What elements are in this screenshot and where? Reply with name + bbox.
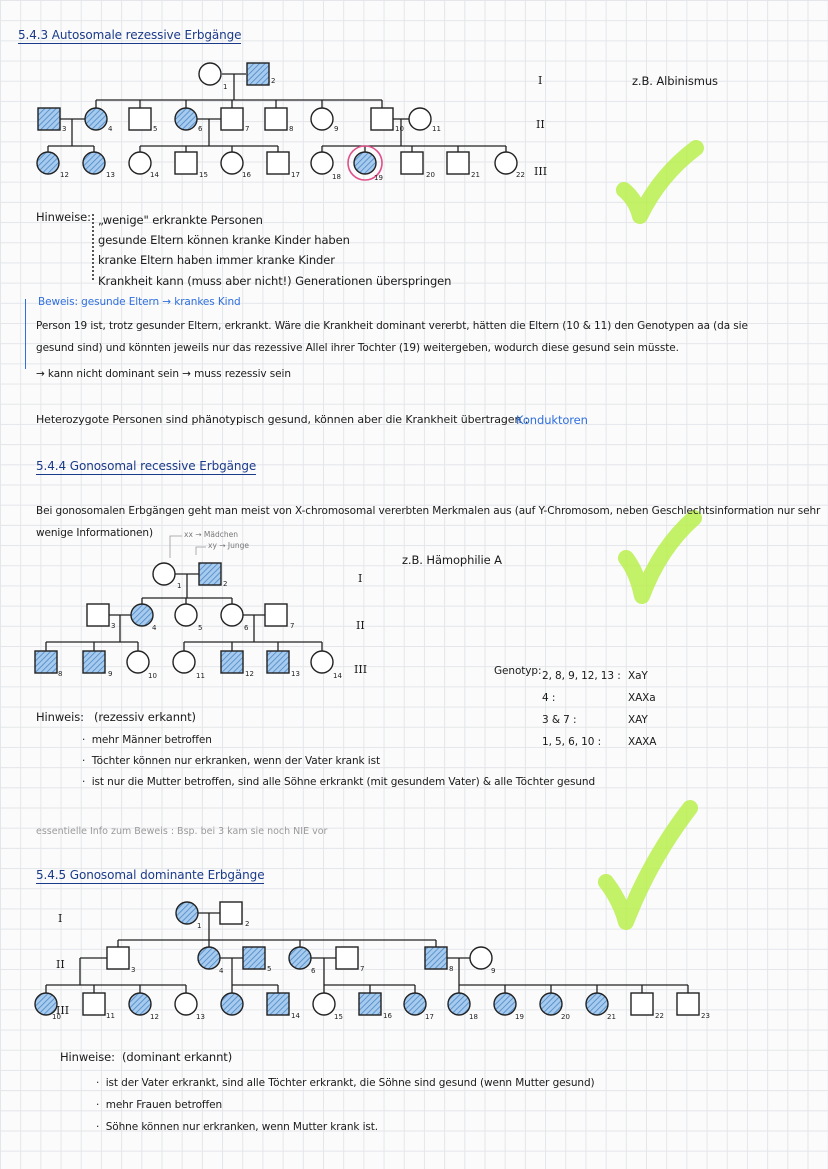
- person-8-affected-male: [425, 947, 447, 969]
- person-9-healthy-female: [311, 108, 333, 130]
- svg-text:7: 7: [360, 965, 365, 973]
- svg-text:4: 4: [219, 967, 224, 975]
- person-5-healthy-female: [175, 604, 197, 626]
- svg-text:3: 3: [62, 125, 67, 133]
- gen-label-III: III: [534, 165, 548, 178]
- checkmark-icon-3: [606, 808, 690, 922]
- example-haemophilia: z.B. Hämophilie A: [402, 553, 502, 567]
- hint-item: · Töchter können nur erkranken, wenn der Vater krank ist: [82, 755, 380, 767]
- person-12-affected-male: [221, 651, 243, 673]
- person-8-healthy-male: [265, 108, 287, 130]
- genotype-persons-row: 3 & 7 :: [542, 714, 577, 726]
- svg-text:3: 3: [111, 622, 116, 630]
- svg-text:19: 19: [374, 174, 383, 182]
- person-3-healthy-male: [107, 947, 129, 969]
- gen-label-I: I: [538, 74, 543, 87]
- hint-item: · mehr Männer betroffen: [82, 734, 212, 746]
- pedigree-gonosomal-dominant: [35, 902, 710, 1021]
- hints-list: [96, 1072, 595, 1138]
- hint-item: · mehr Frauen betroffen: [96, 1099, 223, 1111]
- gen-label-I: I: [58, 912, 63, 925]
- svg-text:16: 16: [242, 171, 251, 179]
- svg-text:23: 23: [701, 1012, 710, 1020]
- svg-text:8: 8: [289, 125, 294, 133]
- hints-list: [82, 730, 595, 793]
- person-10-affected-female: [35, 993, 57, 1015]
- person-4-affected-female: [85, 108, 107, 130]
- person-15-healthy-male: [175, 152, 197, 174]
- svg-text:3: 3: [131, 966, 136, 974]
- svg-text:22: 22: [516, 171, 525, 179]
- svg-text:13: 13: [291, 670, 300, 678]
- svg-text:15: 15: [334, 1013, 343, 1021]
- person-7-healthy-male: [336, 947, 358, 969]
- svg-text:10: 10: [148, 672, 157, 680]
- hetero-text: Heterozygote Personen sind phänotypisch gesund, können aber die Krankheit übertragen :: [36, 413, 529, 426]
- genotype-type: XaY: [628, 670, 648, 682]
- svg-text:12: 12: [245, 670, 254, 678]
- example-albinism: z.B. Albinismus: [632, 74, 718, 88]
- bullet-dots: [92, 214, 97, 280]
- svg-text:9: 9: [108, 670, 113, 678]
- person-11-healthy-female: [409, 108, 431, 130]
- essential-info-note: essentielle Info zum Beweis : Bsp. bei 3 kam sie noch NIE vor: [36, 826, 328, 837]
- hints-label: Hinweise:: [60, 1050, 115, 1064]
- hint-item: · ist nur die Mutter betroffen, sind alle Söhne erkrankt (mit gesundem Vater) & alle Töchter gesund: [82, 776, 596, 788]
- person-22-healthy-male: [631, 993, 653, 1015]
- svg-text:10: 10: [52, 1013, 61, 1021]
- person-7-healthy-male: [221, 108, 243, 130]
- person-2-healthy-male: [220, 902, 242, 924]
- person-3-affected-male: [38, 108, 60, 130]
- hint-item: Krankheit kann (muss aber nicht!) Generationen überspringen: [98, 273, 452, 288]
- hints-note: (rezessiv erkannt): [94, 710, 196, 724]
- hints-label: Hinweis:: [36, 710, 84, 724]
- person-4-affected-female: [198, 947, 220, 969]
- checkmark-icon-1: [624, 148, 696, 216]
- person-6-affected-female: [289, 947, 311, 969]
- person-14-healthy-female: [129, 152, 151, 174]
- person-11-healthy-male: [83, 993, 105, 1015]
- svg-text:21: 21: [471, 171, 480, 179]
- hetero-term-conductors: Konduktoren: [516, 413, 588, 427]
- hints-list: [98, 210, 451, 291]
- genotype-type: XAXA: [628, 736, 657, 748]
- svg-text:13: 13: [196, 1013, 205, 1021]
- person-23-healthy-male: [677, 993, 699, 1015]
- svg-text:8: 8: [449, 965, 454, 973]
- hint-item: kranke Eltern haben immer kranke Kinder: [98, 253, 335, 268]
- gen-label-II: II: [356, 619, 365, 632]
- hint-item: gesunde Eltern können kranke Kinder haben: [98, 233, 350, 248]
- person-17-affected-female: [404, 993, 426, 1015]
- genotype-persons-row: 1, 5, 6, 10 :: [542, 736, 602, 748]
- person-22-healthy-female: [495, 152, 517, 174]
- proof-text-line-1: Person 19 ist, trotz gesunder Eltern, erkrankt. Wäre die Krankheit dominant vererbt, hätten die Eltern (10 & 11) den Genotypen aa (da sie: [36, 320, 748, 332]
- svg-text:12: 12: [60, 171, 69, 179]
- svg-text:21: 21: [607, 1013, 616, 1021]
- svg-text:9: 9: [334, 125, 339, 133]
- person-10-healthy-male: [371, 108, 393, 130]
- person-1-healthy-female: [199, 63, 221, 85]
- svg-text:6: 6: [198, 125, 203, 133]
- checkmark-icon-2: [626, 518, 694, 596]
- svg-text:5: 5: [153, 125, 158, 133]
- legend-boy: xy → Junge: [208, 541, 250, 550]
- person-11-healthy-female: [173, 651, 195, 673]
- svg-text:14: 14: [150, 171, 159, 179]
- intro-line-1: Bei gonosomalen Erbgängen geht man meist von X-chromosomal vererbten Merkmalen aus (auf Y-Chromosom, neben Geschlechtsinformation nur sehr: [36, 505, 821, 517]
- svg-text:19: 19: [515, 1013, 524, 1021]
- svg-text:15: 15: [199, 171, 208, 179]
- proof-text-line-2: gesund sind) und könnten jeweils nur das rezessive Allel ihrer Tochter (19) weitergeben, wodurch diese gesund sein müsste.: [36, 342, 679, 354]
- section-title-autosomal-recessive: 5.4.3 Autosomale rezessive Erbgänge: [18, 28, 242, 42]
- gen-label-III: III: [354, 663, 368, 676]
- svg-text:11: 11: [196, 672, 205, 680]
- person-17-healthy-male: [267, 152, 289, 174]
- legend-girl: xx → Mädchen: [184, 530, 239, 539]
- person-3-healthy-male: [87, 604, 109, 626]
- svg-text:6: 6: [244, 624, 249, 632]
- person-19-affected-female: [354, 152, 376, 174]
- svg-text:18: 18: [332, 173, 341, 181]
- person-18-affected-female: [448, 993, 470, 1015]
- svg-text:2: 2: [245, 920, 250, 928]
- svg-text:1: 1: [223, 83, 228, 91]
- person-14b-affected-male: [267, 993, 289, 1015]
- person-5-healthy-male: [129, 108, 151, 130]
- person-1-affected-female: [176, 902, 198, 924]
- sex-legend-arrows: [170, 536, 206, 558]
- person-12-affected-female: [129, 993, 151, 1015]
- svg-text:7: 7: [290, 622, 295, 630]
- hint-item: „wenige" erkrankte Personen: [98, 213, 263, 227]
- person-10-healthy-female: [127, 651, 149, 673]
- person-20-healthy-male: [401, 152, 423, 174]
- genotype-persons-row: 4 :: [542, 692, 556, 704]
- svg-text:20: 20: [561, 1013, 570, 1021]
- svg-text:16: 16: [383, 1012, 392, 1020]
- proof-conclusion: → kann nicht dominant sein → muss rezessiv sein: [36, 368, 291, 380]
- svg-text:2: 2: [223, 580, 228, 588]
- genotype-persons-row: 2, 8, 9, 12, 13 :: [542, 670, 621, 682]
- genotype-type: XAY: [628, 714, 648, 726]
- svg-text:13: 13: [106, 171, 115, 179]
- person-5-affected-male: [243, 947, 265, 969]
- person-13-affected-female: [83, 152, 105, 174]
- person-2-affected-male: [199, 563, 221, 585]
- person-13-affected-male: [267, 651, 289, 673]
- hint-item: · Söhne können nur erkranken, wenn Mutter krank ist.: [96, 1121, 379, 1133]
- person-18-healthy-female: [311, 152, 333, 174]
- genotype-type: XAXa: [628, 692, 656, 704]
- svg-text:7: 7: [245, 125, 250, 133]
- pedigree-autosomal-recessive: [37, 63, 525, 182]
- gen-label-II: II: [536, 118, 545, 131]
- svg-text:9: 9: [491, 967, 496, 975]
- svg-text:17: 17: [291, 171, 300, 179]
- person-16-healthy-female: [221, 152, 243, 174]
- svg-text:14: 14: [291, 1012, 300, 1020]
- svg-text:1: 1: [177, 582, 182, 590]
- pedigree-gonosomal-recessive: [35, 563, 342, 680]
- person-19-affected-female: [494, 993, 516, 1015]
- svg-text:11: 11: [106, 1012, 115, 1020]
- person-12-affected-female: [37, 152, 59, 174]
- svg-text:4: 4: [152, 624, 157, 632]
- hint-item: · ist der Vater erkrankt, sind alle Töchter erkrankt, die Söhne sind gesund (wenn Mutter gesund): [96, 1077, 595, 1089]
- svg-text:14: 14: [333, 672, 342, 680]
- person-16-affected-male: [359, 993, 381, 1015]
- hints-note: (dominant erkannt): [122, 1050, 233, 1064]
- proof-margin-line: [25, 299, 26, 369]
- person-6-healthy-female: [221, 604, 243, 626]
- person-21-affected-female: [586, 993, 608, 1015]
- section-title-gonosomal-dominant: 5.4.5 Gonosomal dominante Erbgänge: [36, 868, 265, 882]
- svg-text:12: 12: [150, 1013, 159, 1021]
- person-4-carrier-female: [131, 604, 153, 626]
- person-21-healthy-male: [447, 152, 469, 174]
- hints-label: Hinweise:: [36, 210, 91, 224]
- svg-text:18: 18: [469, 1013, 478, 1021]
- gen-label-II: II: [56, 958, 65, 971]
- person-9-affected-male: [83, 651, 105, 673]
- person-6-affected-female: [175, 108, 197, 130]
- person-7-healthy-male: [265, 604, 287, 626]
- svg-text:17: 17: [425, 1013, 434, 1021]
- svg-text:5: 5: [267, 965, 272, 973]
- person-14-affected-female: [221, 993, 243, 1015]
- svg-text:4: 4: [108, 125, 113, 133]
- svg-text:2: 2: [271, 77, 276, 85]
- genotype-types: [628, 665, 656, 753]
- genotype-label: Genotyp:: [494, 665, 542, 677]
- person-20-affected-female: [540, 993, 562, 1015]
- intro-line-2: wenige Informationen): [36, 527, 153, 539]
- svg-text:10: 10: [395, 125, 404, 133]
- person-8-affected-male: [35, 651, 57, 673]
- proof-label: Beweis: gesunde Eltern → krankes Kind: [38, 296, 241, 308]
- svg-text:5: 5: [198, 624, 203, 632]
- gen-label-III: III: [56, 1004, 70, 1017]
- person-14-healthy-female: [311, 651, 333, 673]
- person-2-affected-male: [247, 63, 269, 85]
- svg-text:1: 1: [197, 922, 202, 930]
- person-15-healthy-female: [313, 993, 335, 1015]
- svg-text:22: 22: [655, 1012, 664, 1020]
- gen-label-I: I: [358, 572, 363, 585]
- person-13-healthy-female: [175, 993, 197, 1015]
- person-9-healthy-female: [470, 947, 492, 969]
- svg-text:11: 11: [432, 125, 441, 133]
- person-1-healthy-female: [153, 563, 175, 585]
- svg-text:6: 6: [311, 967, 316, 975]
- svg-text:20: 20: [426, 171, 435, 179]
- section-title-gonosomal-recessive: 5.4.4 Gonosomal recessive Erbgänge: [36, 459, 257, 473]
- svg-text:8: 8: [58, 670, 63, 678]
